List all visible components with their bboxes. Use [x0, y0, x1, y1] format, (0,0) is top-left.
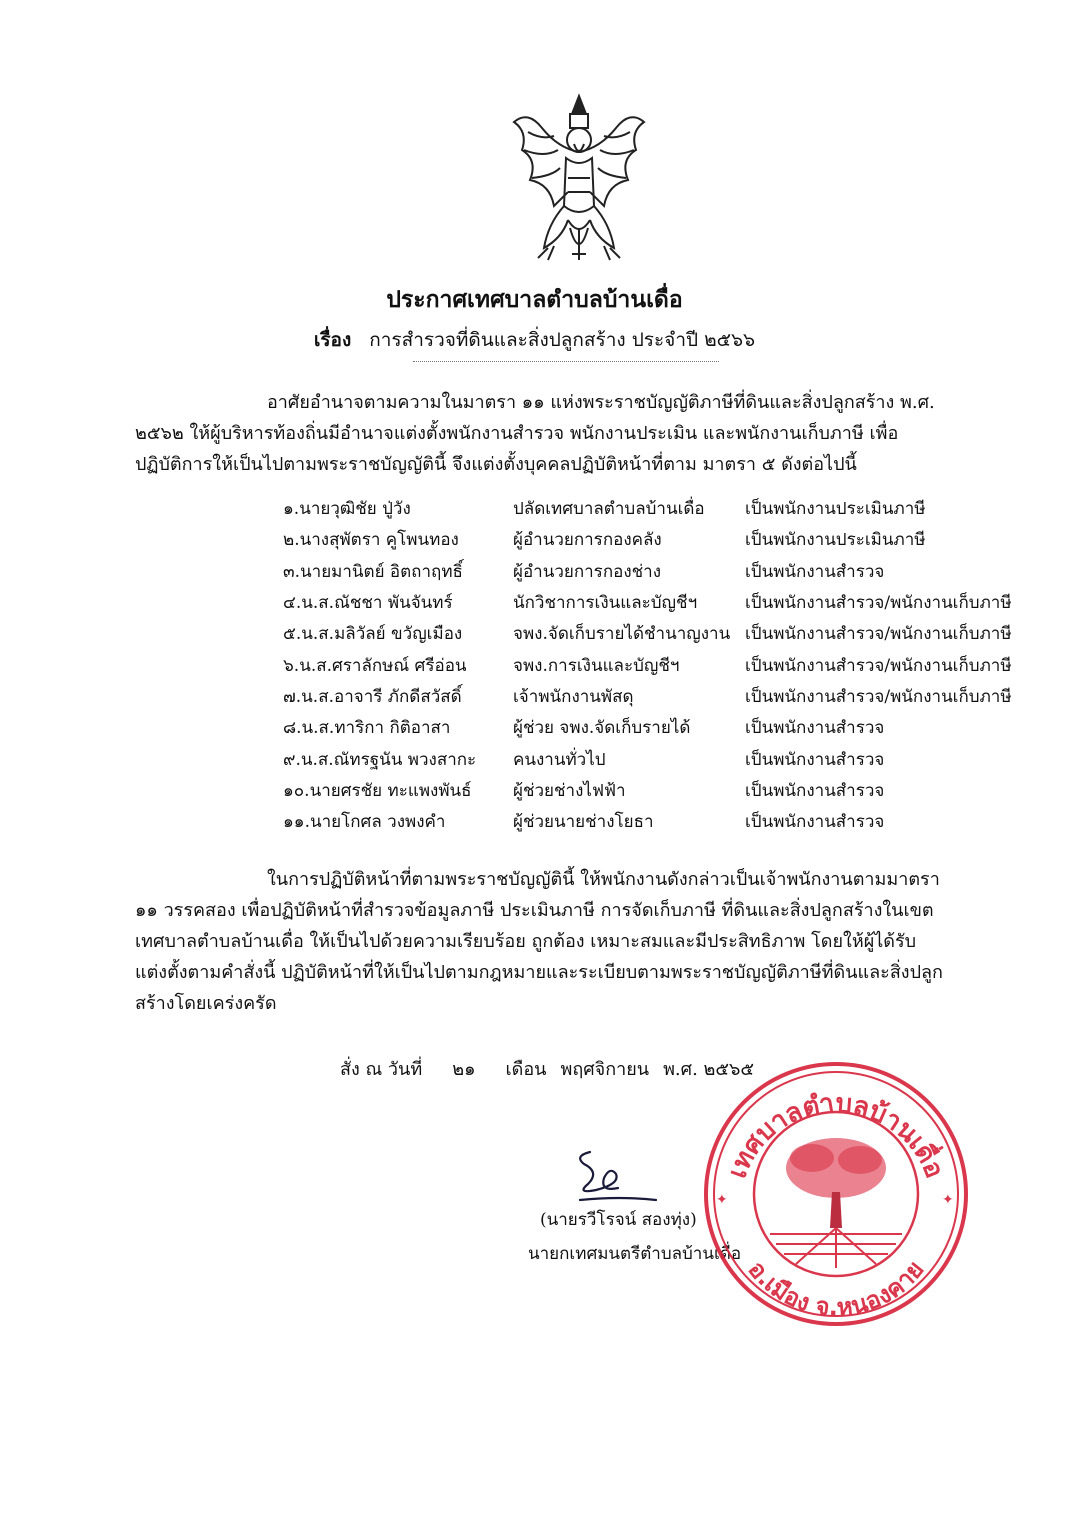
- subject-line: [0, 325, 1069, 355]
- subject-label: เรื่อง: [313, 329, 352, 351]
- appointee-duty: เป็นพนักงานสำรวจ: [745, 812, 885, 833]
- appointee-name: ๑.นายวุฒิชัย ปู่วัง: [283, 499, 411, 520]
- order-date-prefix: สั่ง ณ วันที่: [340, 1059, 423, 1080]
- appointee-position: จพง.การเงินและบัญชีฯ: [513, 655, 680, 676]
- list-item: [283, 712, 1023, 743]
- title-divider: [413, 361, 719, 362]
- list-item: [283, 743, 1023, 774]
- intro-paragraph: [135, 387, 975, 480]
- appointee-list: [283, 493, 1023, 837]
- list-item: [283, 775, 1023, 806]
- duty-line: เทศบาลตำบลบ้านเดื่อ ให้เป็นไปด้วยความเรียบร้อย ถูกต้อง เหมาะสมและมีประสิทธิภาพ โดยให้ผู้ได้รับ: [135, 931, 917, 952]
- appointee-position: จพง.จัดเก็บรายได้ชำนาญงาน: [513, 624, 731, 645]
- appointee-position: ผู้อำนวยการกองช่าง: [513, 561, 662, 582]
- intro-line: อาศัยอำนาจตามความในมาตรา ๑๑ แห่งพระราชบัญญัติภาษีที่ดินและสิ่งปลูกสร้าง พ.ศ.: [267, 392, 935, 413]
- intro-line: ๒๕๖๒ ให้ผู้บริหารท้องถิ่นมีอำนาจแต่งตั้งพนักงานสำรวจ พนักงานประเมิน และพนักงานเก็บภาษี เพื่อ: [135, 423, 899, 444]
- appointee-name: ๘.น.ส.ทาริกา กิติอาสา: [283, 718, 451, 739]
- appointee-duty: เป็นพนักงานสำรวจ/พนักงานเก็บภาษี: [745, 593, 1012, 614]
- svg-text:✦: ✦: [942, 1192, 954, 1208]
- list-item: [283, 556, 1023, 587]
- appointee-position: ผู้อำนวยการกองคลัง: [513, 530, 662, 551]
- list-item: [283, 806, 1023, 837]
- subject-text: การสำรวจที่ดินและสิ่งปลูกสร้าง ประจำปี ๒๕๖๖: [369, 329, 756, 351]
- duty-line: สร้างโดยเคร่งครัด: [135, 993, 277, 1014]
- list-item: [283, 649, 1023, 680]
- appointee-duty: เป็นพนักงานสำรวจ: [745, 749, 885, 770]
- appointee-name: ๔.น.ส.ณัชชา พันจันทร์: [283, 593, 453, 614]
- duty-line: ในการปฏิบัติหน้าที่ตามพระราชบัญญัตินี้ ให้พนักงานดังกล่าวเป็นเจ้าพนักงานตามมาตรา: [267, 869, 940, 890]
- list-item: [283, 493, 1023, 524]
- appointee-duty: เป็นพนักงานสำรวจ/พนักงานเก็บภาษี: [745, 655, 1012, 676]
- appointee-position: ผู้ช่วยนายช่างโยธา: [513, 812, 654, 833]
- appointee-position: ผู้ช่วยช่างไฟฟ้า: [513, 780, 626, 801]
- list-item: [283, 524, 1023, 555]
- intro-line: ปฏิบัติการให้เป็นไปตามพระราชบัญญัตินี้ จึงแต่งตั้งบุคคลปฏิบัติหน้าที่ตาม มาตรา ๕ ดังต่อไปนี้: [135, 454, 857, 475]
- appointee-position: เจ้าพนักงานพัสดุ: [513, 686, 634, 707]
- appointee-name: ๒.นางสุพัตรา คูโพนทอง: [283, 530, 459, 551]
- appointee-duty: เป็นพนักงานสำรวจ/พนักงานเก็บภาษี: [745, 686, 1012, 707]
- order-date-year: พ.ศ. ๒๕๖๕: [663, 1059, 755, 1080]
- appointee-name: ๗.น.ส.อาจารี ภักดีสวัสดิ์: [283, 686, 462, 707]
- official-seal: [700, 1058, 972, 1330]
- appointee-duty: เป็นพนักงานประเมินภาษี: [745, 499, 926, 520]
- appointee-name: ๑๑.นายโกศล วงพงคำ: [283, 812, 446, 833]
- duty-paragraph: [135, 864, 975, 1019]
- appointee-duty: เป็นพนักงานสำรวจ: [745, 718, 885, 739]
- appointee-duty: เป็นพนักงานประเมินภาษี: [745, 530, 926, 551]
- duty-line: แต่งตั้งตามคำสั่งนี้ ปฏิบัติหน้าที่ให้เป็นไปตามกฎหมายและระเบียบตามพระราชบัญญัติภาษีที่ดินและสิ่งปลูก: [135, 962, 943, 983]
- appointee-name: ๓.นายมานิตย์ อิตถาฤทธิ์: [283, 561, 463, 582]
- list-item: [283, 681, 1023, 712]
- list-item: [283, 587, 1023, 618]
- appointee-name: ๖.น.ส.ศราลักษณ์ ศรีอ่อน: [283, 655, 467, 676]
- svg-text:✦: ✦: [716, 1192, 728, 1208]
- order-date-month-label: เดือน: [505, 1059, 547, 1080]
- appointee-position: ผู้ช่วย จพง.จัดเก็บรายได้: [513, 718, 691, 739]
- appointee-name: ๙.น.ส.ณัทรฐนัน พวงสากะ: [283, 749, 477, 770]
- signature: [560, 1148, 660, 1208]
- appointee-duty: เป็นพนักงานสำรวจ/พนักงานเก็บภาษี: [745, 624, 1012, 645]
- appointee-position: คนงานทั่วไป: [513, 749, 606, 770]
- appointee-name: ๕.น.ส.มลิวัลย์ ขวัญเมือง: [283, 624, 463, 645]
- seal-text-top: เทศบาลตำบลบ้านเดื่อ: [722, 1088, 950, 1183]
- appointee-duty: เป็นพนักงานสำรวจ: [745, 780, 885, 801]
- order-date-day: ๒๑: [452, 1059, 476, 1080]
- duty-line: ๑๑ วรรคสอง เพื่อปฏิบัติหน้าที่สำรวจข้อมูลภาษี ประเมินภาษี การจัดเก็บภาษี ที่ดินและสิ่งปลูกสร้างในเขต: [135, 900, 934, 921]
- garuda-emblem-icon: [508, 88, 650, 264]
- list-item: [283, 618, 1023, 649]
- seal-text-bottom: อ.เมือง จ.หนองคาย: [742, 1255, 930, 1322]
- appointee-name: ๑๐.นายศรชัย ทะแพงพันธ์: [283, 780, 472, 801]
- appointee-position: นักวิชาการเงินและบัญชีฯ: [513, 593, 698, 614]
- signer-position: นายกเทศมนตรีตำบลบ้านเดื่อ: [528, 1244, 742, 1264]
- order-date-month: พฤศจิกายน: [560, 1059, 650, 1080]
- signer-name: (นายรวีโรจน์ สองทุ่ง): [540, 1210, 697, 1230]
- appointee-duty: เป็นพนักงานสำรวจ: [745, 561, 885, 582]
- appointee-position: ปลัดเทศบาลตำบลบ้านเดื่อ: [513, 499, 705, 520]
- page-title: ประกาศเทศบาลตำบลบ้านเดื่อ: [386, 286, 683, 313]
